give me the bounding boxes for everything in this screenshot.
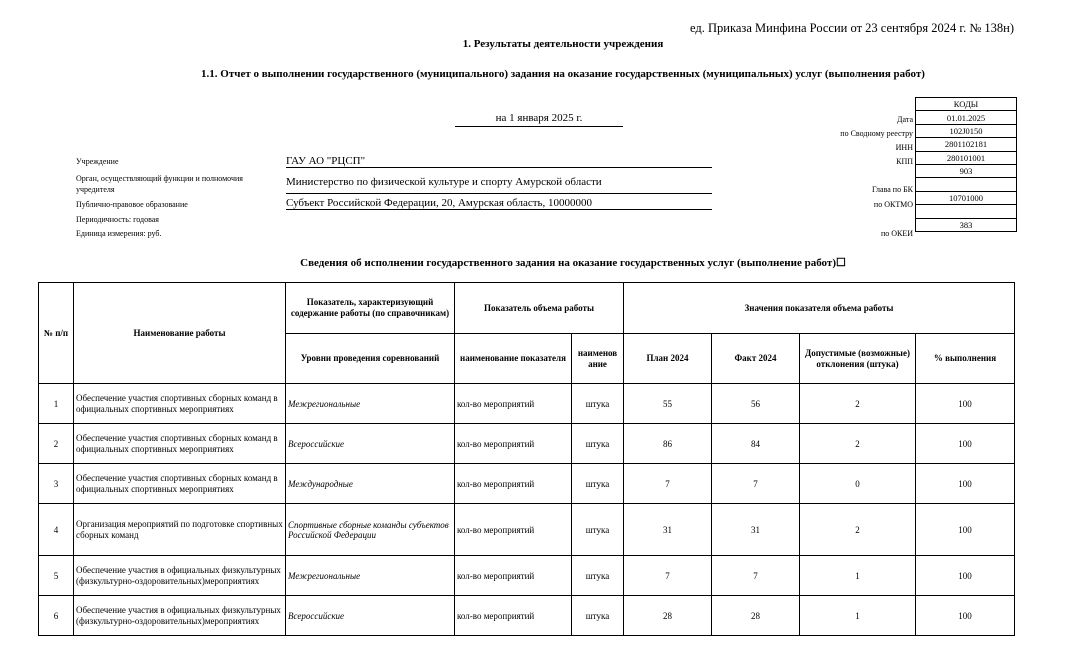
row-unit: штука: [572, 384, 624, 424]
row-percent: 100: [916, 556, 1015, 596]
table-row: [39, 384, 1015, 424]
row-deviation: 1: [800, 596, 916, 636]
row-num: 4: [39, 504, 74, 556]
order-reference-note: ед. Приказа Минфина России от 23 сентября 2024 г. № 138н): [690, 21, 1014, 35]
row-num: 5: [39, 556, 74, 596]
report-title: 1.1. Отчет о выполнении государственного (муниципального) задания на оказание государственных (муниципальных) услуг (выполнения работ): [201, 68, 925, 80]
row-num: 3: [39, 464, 74, 504]
row-indicator: кол-во мероприятий: [455, 596, 572, 636]
row-level: Всероссийские: [286, 424, 455, 464]
codes-header: КОДЫ: [916, 98, 1017, 111]
table-row: [39, 596, 1015, 636]
row-num: 6: [39, 596, 74, 636]
row-unit: штука: [572, 596, 624, 636]
institution-value: ГАУ АО "РЦСП": [286, 155, 712, 168]
section-title: 1. Результаты деятельности учреждения: [462, 38, 664, 50]
row-percent: 100: [916, 464, 1015, 504]
row-work: Обеспечение участия спортивных сборных команд в официальных спортивных мероприятиях: [74, 384, 286, 424]
col-header-unit: наименов ание: [572, 334, 624, 384]
row-percent: 100: [916, 424, 1015, 464]
col-header-values: Значения показателя объема работы: [624, 283, 1015, 334]
col-header-plan: План 2024: [624, 334, 712, 384]
row-level: Межрегиональные: [286, 384, 455, 424]
row-level: Спортивные сборные команды субъектов Российской Федерации: [286, 504, 455, 556]
col-header-deviation: Допустимые (возможные) отклонения (штука): [800, 334, 916, 384]
code-label-okei: по ОКЕИ: [880, 229, 913, 238]
row-deviation: 2: [800, 424, 916, 464]
col-header-percent: % выполнения: [916, 334, 1015, 384]
col-header-indicator-name: наименование показателя: [455, 334, 572, 384]
row-unit: штука: [572, 424, 624, 464]
code-bk: [916, 178, 1017, 191]
row-plan: 7: [624, 464, 712, 504]
unit-label: Единица измерения: руб.: [76, 229, 162, 238]
row-percent: 100: [916, 596, 1015, 636]
row-work: Обеспечение участия спортивных сборных команд в официальных спортивных мероприятиях: [74, 464, 286, 504]
row-level: Межрегиональные: [286, 556, 455, 596]
code-kpp: 280101001: [916, 151, 1017, 164]
founder-value: Министерство по физической культуре и спорту Амурской области: [286, 176, 712, 194]
code-date: 01.01.2025: [916, 111, 1017, 124]
details-title: Сведения об исполнении государственного задания на оказание государственных услуг (выполнение работ)☐: [300, 257, 846, 269]
row-work: Обеспечение участия спортивных сборных команд в официальных спортивных мероприятиях: [74, 424, 286, 464]
row-indicator: кол-во мероприятий: [455, 504, 572, 556]
row-deviation: 2: [800, 504, 916, 556]
table-row: [39, 556, 1015, 596]
code-okei: 383: [916, 218, 1017, 231]
code-blank: [916, 205, 1017, 218]
ppo-label: Публично-правовое образование: [76, 200, 188, 209]
row-indicator: кол-во мероприятий: [455, 424, 572, 464]
row-plan: 55: [624, 384, 712, 424]
code-label-date: Дата: [897, 115, 913, 124]
row-plan: 7: [624, 556, 712, 596]
row-level: Всероссийские: [286, 596, 455, 636]
row-fact: 56: [712, 384, 800, 424]
row-fact: 7: [712, 464, 800, 504]
col-header-fact: Факт 2024: [712, 334, 800, 384]
work-execution-table: [38, 282, 1015, 636]
code-label-oktmo: по ОКТМО: [873, 200, 913, 209]
report-date: на 1 января 2025 г.: [455, 112, 623, 127]
row-fact: 31: [712, 504, 800, 556]
code-inn: 2801102181: [916, 138, 1017, 151]
code-label-registry: по Сводному реестру: [840, 129, 913, 138]
code-label-bk: Глава по БК: [872, 185, 913, 194]
row-work: Обеспечение участия в официальных физкультурных (физкультурно-оздоровительных)мероприятиях: [74, 556, 286, 596]
col-header-num: № п/п: [39, 283, 74, 384]
row-unit: штука: [572, 556, 624, 596]
row-percent: 100: [916, 504, 1015, 556]
row-percent: 100: [916, 384, 1015, 424]
row-indicator: кол-во мероприятий: [455, 384, 572, 424]
row-unit: штука: [572, 464, 624, 504]
table-row: [39, 424, 1015, 464]
row-fact: 28: [712, 596, 800, 636]
row-indicator: кол-во мероприятий: [455, 556, 572, 596]
row-plan: 28: [624, 596, 712, 636]
row-work: Организация мероприятий по подготовке спортивных сборных команд: [74, 504, 286, 556]
row-unit: штука: [572, 504, 624, 556]
row-plan: 86: [624, 424, 712, 464]
col-header-levels: Уровни проведения соревнований: [286, 334, 455, 384]
row-work: Обеспечение участия в официальных физкультурных (физкультурно-оздоровительных)мероприятиях: [74, 596, 286, 636]
col-header-work: Наименование работы: [74, 283, 286, 384]
col-header-content: Показатель, характеризующий содержание работы (по справочникам): [286, 283, 455, 334]
institution-label: Учреждение: [76, 157, 119, 166]
row-indicator: кол-во мероприятий: [455, 464, 572, 504]
code-founder: 903: [916, 164, 1017, 177]
col-header-volume: Показатель объема работы: [455, 283, 624, 334]
row-fact: 7: [712, 556, 800, 596]
code-registry: 102J0150: [916, 124, 1017, 137]
periodicity-label: Периодичность: годовая: [76, 215, 159, 224]
row-deviation: 2: [800, 384, 916, 424]
row-fact: 84: [712, 424, 800, 464]
code-label-inn: ИНН: [895, 143, 913, 152]
code-label-kpp: КПП: [896, 157, 913, 166]
row-level: Международные: [286, 464, 455, 504]
row-plan: 31: [624, 504, 712, 556]
table-row: [39, 464, 1015, 504]
table-row: [39, 504, 1015, 556]
row-num: 2: [39, 424, 74, 464]
founder-label: Орган, осуществляющий функции и полномочия учредителя: [76, 174, 243, 194]
row-num: 1: [39, 384, 74, 424]
codes-table: [915, 97, 1017, 232]
row-deviation: 1: [800, 556, 916, 596]
row-deviation: 0: [800, 464, 916, 504]
ppo-value: Субъект Российской Федерации, 20, Амурская область, 10000000: [286, 197, 712, 210]
code-oktmo: 10701000: [916, 191, 1017, 204]
